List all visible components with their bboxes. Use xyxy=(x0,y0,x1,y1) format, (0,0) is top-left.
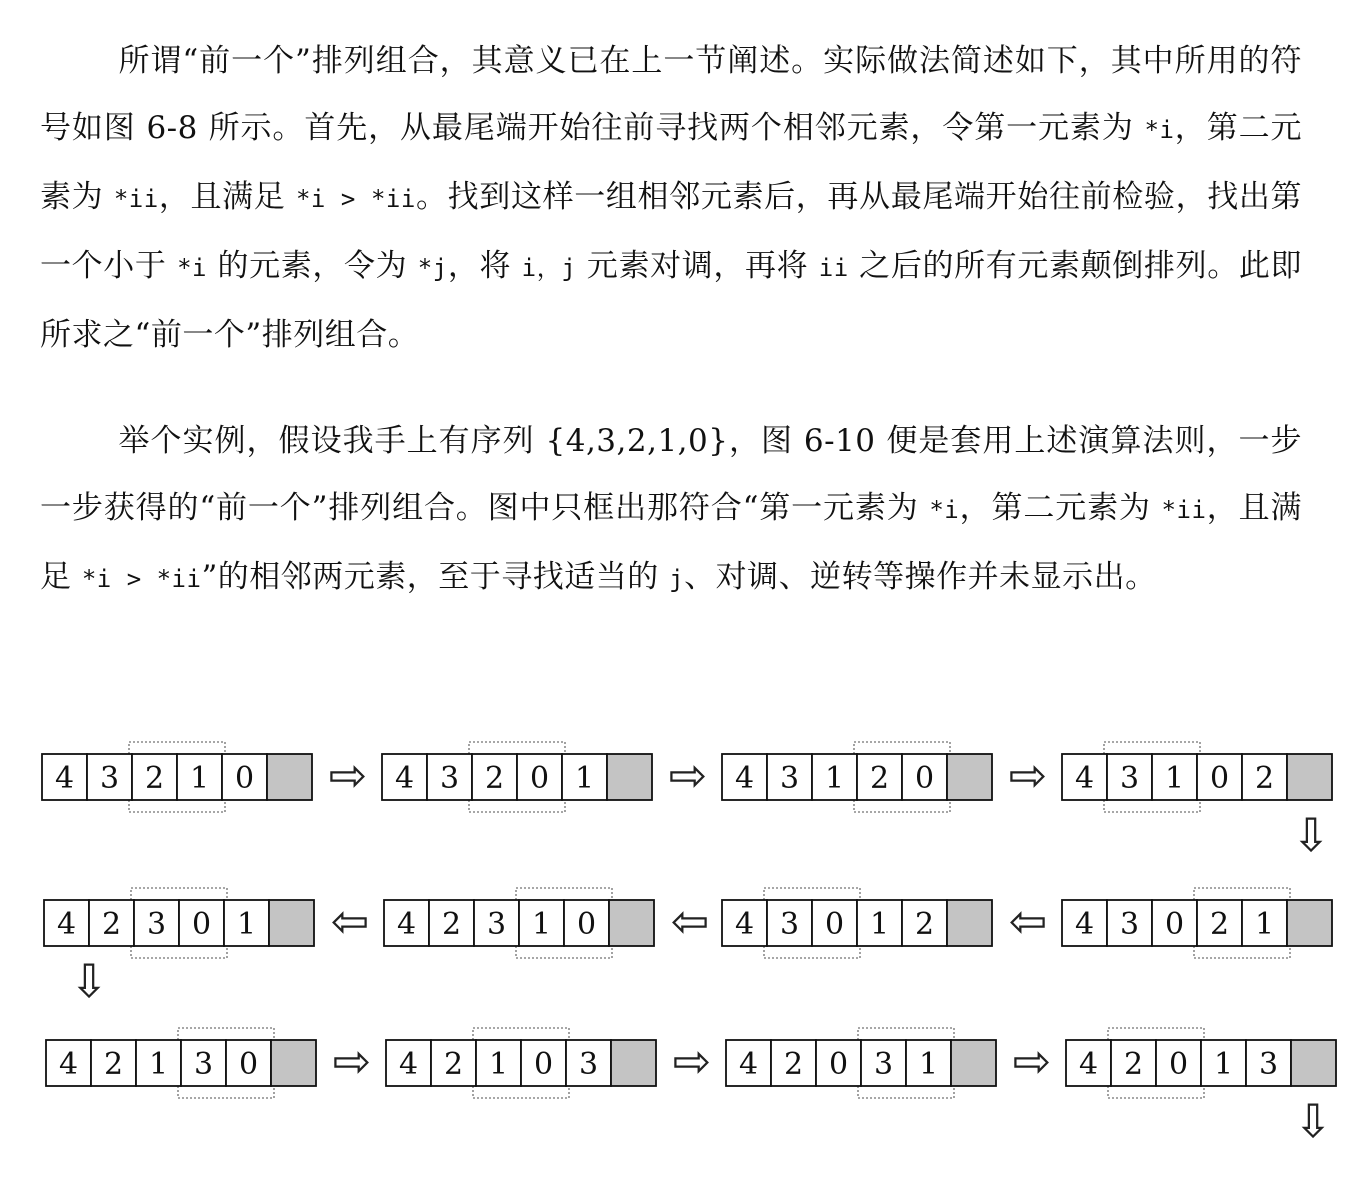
end-cell xyxy=(607,754,652,800)
text-segment: 。找到这样一组相邻元素后，再从最尾端开始往前检验，找出第一个小于 xyxy=(40,179,1303,284)
sequence-box xyxy=(722,888,992,958)
digit-label: 1 xyxy=(1164,761,1185,796)
digit-label: 4 xyxy=(1078,1047,1099,1082)
digit-label: 2 xyxy=(783,1047,804,1082)
digit-label: 1 xyxy=(574,761,595,796)
end-cell xyxy=(609,900,654,946)
sequence-box xyxy=(726,1028,996,1098)
code-fragment: i，j xyxy=(521,254,577,282)
digit-label: 1 xyxy=(824,761,845,796)
digit-label: 0 xyxy=(576,907,597,942)
end-cell xyxy=(947,900,992,946)
sequence-box xyxy=(44,888,314,958)
digit-label: 0 xyxy=(238,1047,259,1082)
left-arrow-icon: ⇦ xyxy=(670,894,710,948)
right-arrow-icon: ⇨ xyxy=(1012,1034,1052,1088)
digit-label: 1 xyxy=(148,1047,169,1082)
digit-label: 1 xyxy=(488,1047,509,1082)
code-fragment: *j xyxy=(417,254,448,282)
code-fragment: *ii xyxy=(1161,496,1207,524)
code-fragment: *i > *ii xyxy=(295,185,416,213)
digit-label: 1 xyxy=(869,907,890,942)
right-arrow-icon: ⇨ xyxy=(668,748,708,802)
right-arrow-icon: ⇨ xyxy=(1008,748,1048,802)
digit-label: 3 xyxy=(1119,761,1140,796)
digit-label: 3 xyxy=(486,907,507,942)
digit-label: 3 xyxy=(1119,907,1140,942)
sequence-box xyxy=(382,742,652,812)
digit-label: 0 xyxy=(1209,761,1230,796)
text-segment: ，第二元素为 xyxy=(40,110,1303,215)
digit-label: 4 xyxy=(394,761,415,796)
digit-label: 0 xyxy=(234,761,255,796)
digit-label: 0 xyxy=(1164,907,1185,942)
end-cell xyxy=(271,1040,316,1086)
text-segment: 举个实例，假设我手上有序列 {4,3,2,1,0}，图 6-10 便是套用上述演算法则，一步一步获得的“前一个”排列组合。图中只框出那符合“第一元素为 xyxy=(40,423,1302,526)
text-segment: 、对调、逆转等操作并未显示出。 xyxy=(684,559,1157,595)
end-cell xyxy=(269,900,314,946)
digit-label: 1 xyxy=(189,761,210,796)
right-arrow-icon: ⇨ xyxy=(672,1034,712,1088)
down-arrow-icon: ⇩ xyxy=(69,954,109,1008)
text-segment: ，且满足 xyxy=(40,490,1303,595)
digit-label: 3 xyxy=(439,761,460,796)
right-arrow-icon: ⇨ xyxy=(332,1034,372,1088)
digit-label: 2 xyxy=(1209,907,1230,942)
digit-label: 0 xyxy=(533,1047,554,1082)
code-fragment: j xyxy=(669,565,685,593)
end-cell xyxy=(1287,754,1332,800)
digit-label: 2 xyxy=(484,761,505,796)
digit-label: 3 xyxy=(873,1047,894,1082)
digit-label: 3 xyxy=(779,761,800,796)
sequence-box xyxy=(1062,888,1332,958)
digit-label: 3 xyxy=(193,1047,214,1082)
digit-label: 2 xyxy=(103,1047,124,1082)
sequence-box xyxy=(42,742,312,812)
digit-label: 4 xyxy=(56,907,77,942)
digit-label: 4 xyxy=(1074,761,1095,796)
digit-label: 0 xyxy=(1168,1047,1189,1082)
text-segment: ，将 xyxy=(447,248,522,284)
digit-label: 4 xyxy=(396,907,417,942)
digit-label: 4 xyxy=(734,907,755,942)
digit-label: 0 xyxy=(191,907,212,942)
text-segment: ，且满足 xyxy=(158,179,296,215)
text-segment: 所谓“前一个”排列组合，其意义已在上一节阐述。实际做法简述如下，其中所用的符号如图 6-8 所示。首先，从最尾端开始往前寻找两个相邻元素，令第一元素为 xyxy=(40,43,1302,146)
digit-label: 2 xyxy=(1123,1047,1144,1082)
digit-label: 1 xyxy=(1213,1047,1234,1082)
text-segment: ，第二元素为 xyxy=(959,490,1162,526)
digit-label: 4 xyxy=(54,761,75,796)
sequence-box xyxy=(386,1028,656,1098)
digit-label: 0 xyxy=(824,907,845,942)
sequence-box xyxy=(722,742,992,812)
digit-label: 1 xyxy=(918,1047,939,1082)
end-cell xyxy=(951,1040,996,1086)
code-fragment: *i xyxy=(177,254,207,282)
digit-label: 3 xyxy=(578,1047,599,1082)
digit-label: 3 xyxy=(1258,1047,1279,1082)
text-segment: 之后的所有元素颠倒排列。此即所求之“前一个”排列组合。 xyxy=(40,248,1302,353)
digit-label: 2 xyxy=(101,907,122,942)
end-cell xyxy=(611,1040,656,1086)
digit-label: 4 xyxy=(1074,907,1095,942)
text-segment: 元素对调，再将 xyxy=(576,248,819,284)
digit-label: 2 xyxy=(443,1047,464,1082)
sequence-box xyxy=(1066,1028,1336,1098)
digit-label: 2 xyxy=(869,761,890,796)
left-arrow-icon: ⇦ xyxy=(1008,894,1048,948)
sequence-box xyxy=(384,888,654,958)
digit-label: 1 xyxy=(531,907,552,942)
code-fragment: *i xyxy=(1144,116,1175,144)
down-arrow-icon: ⇩ xyxy=(1293,1094,1333,1148)
sequence-box xyxy=(1062,742,1332,812)
digit-label: 4 xyxy=(734,761,755,796)
code-fragment: ii xyxy=(818,254,849,282)
left-arrow-icon: ⇦ xyxy=(330,894,370,948)
code-fragment: *i xyxy=(929,496,960,524)
text-segment: ”的相邻两元素，至于寻找适当的 xyxy=(201,559,670,595)
digit-label: 2 xyxy=(1254,761,1275,796)
down-arrow-icon: ⇩ xyxy=(1291,808,1331,862)
digit-label: 4 xyxy=(738,1047,759,1082)
digit-label: 3 xyxy=(779,907,800,942)
digit-label: 4 xyxy=(58,1047,79,1082)
code-fragment: *i > *ii xyxy=(81,565,202,593)
end-cell xyxy=(947,754,992,800)
end-cell xyxy=(1291,1040,1336,1086)
digit-label: 1 xyxy=(1254,907,1275,942)
digit-label: 2 xyxy=(441,907,462,942)
sequence-box xyxy=(46,1028,316,1098)
end-cell xyxy=(1287,900,1332,946)
digit-label: 3 xyxy=(146,907,167,942)
code-fragment: *ii xyxy=(113,185,159,213)
digit-label: 0 xyxy=(914,761,935,796)
end-cell xyxy=(267,754,312,800)
digit-label: 1 xyxy=(236,907,257,942)
text-segment: 的元素，令为 xyxy=(206,248,418,284)
digit-label: 0 xyxy=(828,1047,849,1082)
digit-label: 3 xyxy=(99,761,120,796)
digit-label: 2 xyxy=(914,907,935,942)
digit-label: 4 xyxy=(398,1047,419,1082)
digit-label: 0 xyxy=(529,761,550,796)
digit-label: 2 xyxy=(144,761,165,796)
right-arrow-icon: ⇨ xyxy=(328,748,368,802)
